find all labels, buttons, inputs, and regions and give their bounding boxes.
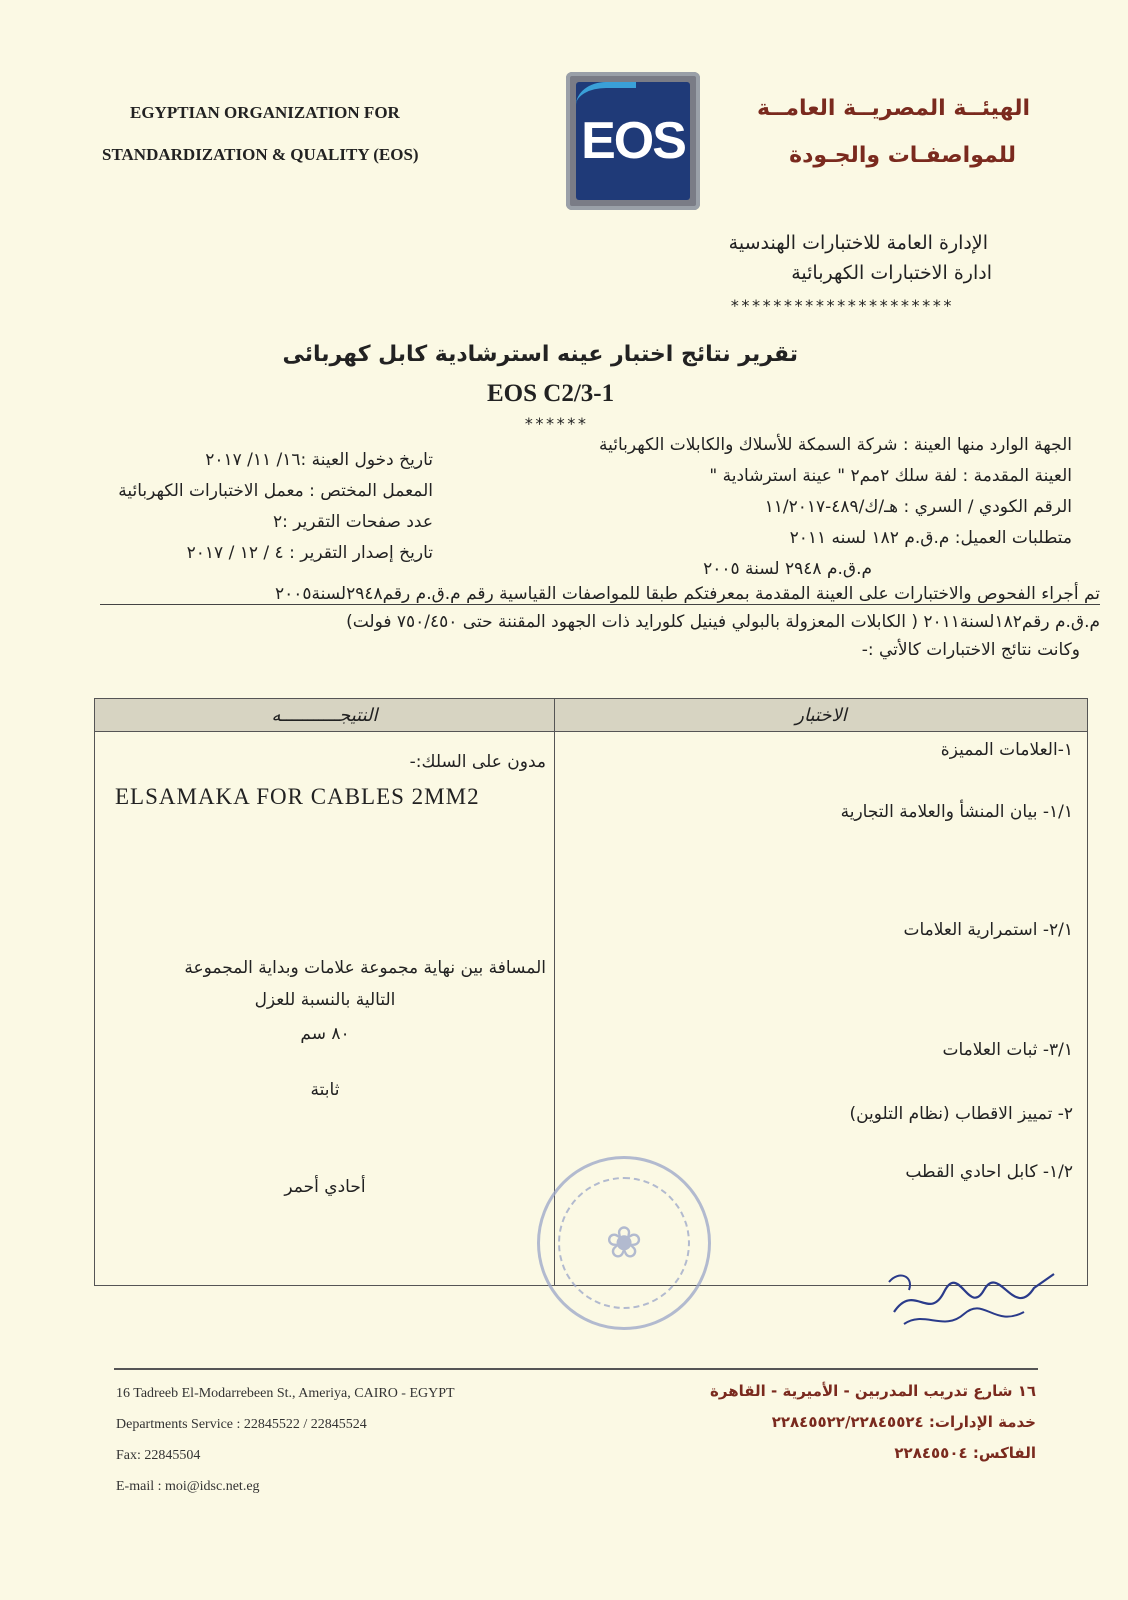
footer-ar [710,1376,1036,1469]
info-entry-date: تاريخ دخول العينة :١٦/ ١١/ ٢٠١٧ [205,450,433,470]
footer-divider [114,1368,1038,1370]
result-written-label: مدون على السلك:- [409,752,546,772]
info-requirements: متطلبات العميل: م.ق.م ١٨٢ لسنه ٢٠١١ [789,528,1072,548]
org-name-en-line2: STANDARDIZATION & QUALITY (EOS) [102,145,419,164]
footer-fax-en: Fax: 22845504 [116,1448,201,1463]
signature [884,1262,1064,1342]
footer-address-ar: ١٦ شارع تدريب المدربين - الأميرية - القاهرة [710,1382,1036,1400]
intro-paragraph [40,580,1100,664]
result-distance-value: ٨٠ سم [300,1024,350,1044]
report-code: EOS C2/3-1 [487,380,615,407]
intro-line1: تم أجراء الفحوص والاختبارات على العينة المقدمة بمعرفتكم طبقا للمواصفات القياسية رقم م.ق.م رقم٢٩٤٨لسنة٢٠٠٥ [274,584,1100,604]
test-item: ٢- تمييز الاقطاب (نظام التلوين) [849,1104,1073,1124]
footer-en [116,1378,455,1502]
info-code: الرقم الكودي / السري : هـ/ك/٤٨٩-١١/٢٠١٧ [764,497,1072,517]
test-item: ١-العلامات المميزة [940,740,1073,760]
result-distance-line2: التالية بالنسبة للعزل [254,990,396,1010]
logo-text: EOS [581,112,685,170]
logo-swoosh-icon [576,82,636,128]
result-marking: ELSAMAKA FOR CABLES 2MM2 [115,784,480,809]
info-lab: المعمل المختص : معمل الاختبارات الكهربائية [118,481,433,501]
footer-fax-ar: الفاكس: ٢٢٨٤٥٥٠٤ [894,1444,1036,1462]
org-name-en-line1: EGYPTIAN ORGANIZATION FOR [130,103,400,122]
eos-logo [566,72,700,210]
report-stars: ****** [524,414,588,433]
intro-line2: م.ق.م رقم١٨٢لسنة٢٠١١ ( الكابلات المعزولة بالبولي فينيل كلورايد ذات الجهود المقننة حتى ٧٥٠/٤٥٠ فولت) [346,612,1100,632]
info-page-count: عدد صفحات التقرير :٢ [272,512,433,532]
department-line2: ادارة الاختبارات الكهربائية [791,262,992,284]
info-issue-date: تاريخ إصدار التقرير : ٤ / ١٢ / ٢٠١٧ [186,543,433,563]
test-item: ١/٢- كابل احادي القطب [905,1162,1073,1182]
department-line1: الإدارة العامة للاختبارات الهندسية [728,232,988,254]
info-left-block [48,445,433,569]
test-item: ٢/١- استمرارية العلامات [903,920,1073,940]
org-name-ar-line2: للمواصفـات والجـودة [789,143,1016,168]
results-column [95,732,555,1286]
intro-line3: وكانت نتائج الاختبارات كالأتي :- [861,640,1080,660]
footer-address-en: 16 Tadreeb El-Modarrebeen St., Ameriya, CAIRO - EGYPT [116,1386,455,1401]
footer-service-ar: خدمة الإدارات: ٢٢٨٤٥٥٢٢/٢٢٨٤٥٥٢٤ [771,1413,1036,1431]
test-item: ٣/١- ثبات العلامات [942,1040,1073,1060]
result-color: أحادي أحمر [284,1177,366,1197]
eagle-icon: ❀ [605,1217,643,1269]
report-title: تقرير نتائج اختبار عينه استرشادية كابل كهربائى [282,342,798,367]
header-result: النتيجـــــــــــه [95,699,555,732]
header-test: الاختبار [555,699,1088,732]
department-stars: ********************* [730,296,954,315]
footer-email-en: E-mail : moi@idsc.net.eg [116,1479,260,1494]
info-right-block [512,430,1072,585]
result-stable: ثابتة [310,1080,340,1100]
test-item: ١/١- بيان المنشأ والعلامة التجارية [840,802,1073,822]
footer-service-en: Departments Service : 22845522 / 22845524 [116,1417,367,1432]
info-sender: الجهة الوارد منها العينة : شركة السمكة للأسلاك والكابلات الكهربائية [598,435,1072,455]
info-sample: العينة المقدمة : لفة سلك ٢مم٢ " عينة استرشادية " [709,466,1072,486]
info-requirements-2: م.ق.م ٢٩٤٨ لسنة ٢٠٠٥ [703,559,872,579]
official-stamp [537,1156,711,1330]
result-distance-line1: المسافة بين نهاية مجموعة علامات وبداية المجموعة [184,958,546,978]
org-name-ar-line1: الهيئــة المصريــة العامــة [756,96,1030,121]
